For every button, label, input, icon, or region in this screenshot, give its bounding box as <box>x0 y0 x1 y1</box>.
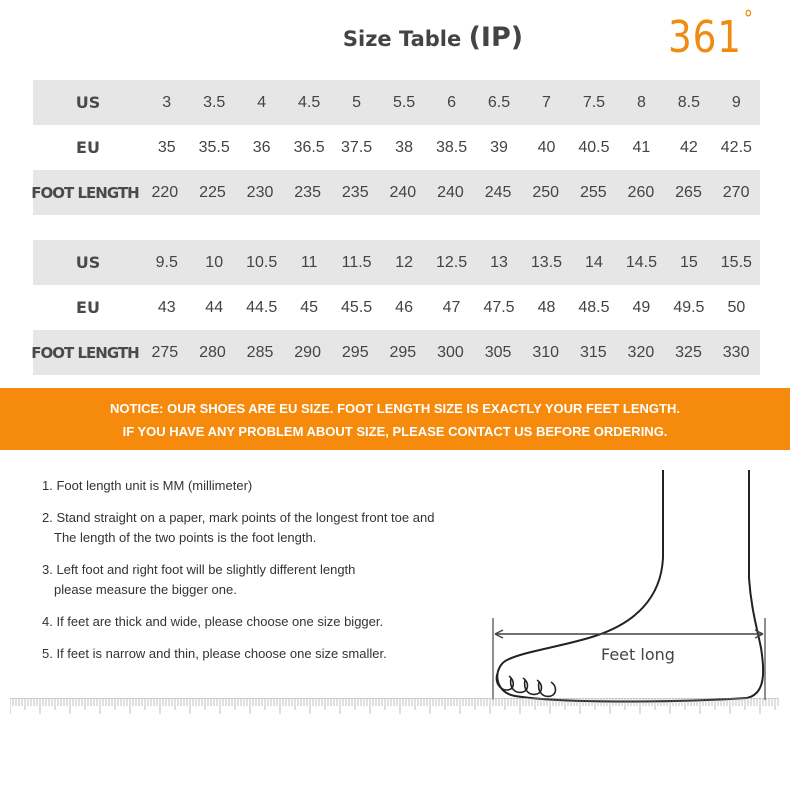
size-cell: 45 <box>300 298 319 316</box>
size-cell: 42.5 <box>720 138 752 156</box>
size-cell: 14.5 <box>625 253 657 271</box>
feet-long-label: Feet long <box>601 645 675 664</box>
size-cell: 48.5 <box>578 298 610 316</box>
size-cell: 43 <box>157 298 176 316</box>
size-cell: 6.5 <box>487 93 511 111</box>
size-cell: 42 <box>679 138 698 156</box>
instruction-item <box>42 644 482 664</box>
size-cell: 50 <box>727 298 746 316</box>
size-cell: 280 <box>199 343 226 361</box>
size-cell: 7 <box>542 93 551 111</box>
foot-length-row <box>33 330 760 375</box>
size-cell: 5 <box>352 93 362 111</box>
size-cell: 41 <box>632 138 651 156</box>
size-cell: 49.5 <box>673 298 705 316</box>
size-cell: 245 <box>484 183 512 201</box>
size-cell: 255 <box>579 183 607 201</box>
size-cell: 11.5 <box>341 253 372 271</box>
size-cell: 315 <box>579 343 607 361</box>
size-cell: 225 <box>199 183 226 201</box>
size-cell: 35 <box>157 138 176 156</box>
logo-degree: ° <box>743 7 754 33</box>
eu-row <box>33 125 760 170</box>
size-cell: 230 <box>246 183 274 201</box>
size-cell: 295 <box>341 343 369 361</box>
size-cell: 7.5 <box>582 93 606 111</box>
notice-line-2: IF YOU HAVE ANY PROBLEM ABOUT SIZE, PLEASE CONTACT US BEFORE ORDERING. <box>122 424 668 439</box>
size-cell: 40.5 <box>578 138 610 156</box>
size-cell: 44 <box>205 298 224 316</box>
instruction-line: 5. If feet is narrow and thin, please choose one size smaller. <box>42 646 387 661</box>
size-cell: 12 <box>395 253 413 271</box>
instruction-line: 4. If feet are thick and wide, please choose one size bigger. <box>42 614 384 629</box>
size-cell: 46 <box>395 298 413 316</box>
logo-text: 361 <box>668 12 742 63</box>
instruction-line: 1. Foot length unit is MM (millimeter) <box>42 478 253 493</box>
us-label: US <box>75 93 101 112</box>
size-cell: 250 <box>532 183 560 201</box>
eu-row <box>33 285 760 330</box>
size-cell: 11 <box>300 253 318 271</box>
ruler-icon <box>10 698 780 716</box>
size-cell: 9.5 <box>155 253 178 271</box>
size-cell: 39 <box>490 138 508 156</box>
size-cell: 220 <box>151 183 179 201</box>
size-cell: 15 <box>679 253 698 271</box>
size-cell: 235 <box>294 183 321 201</box>
size-cell: 240 <box>437 183 464 201</box>
size-cell: 235 <box>341 183 369 201</box>
notice-banner <box>0 388 790 450</box>
instruction-continuation: The length of the two points is the foot length. <box>54 530 317 545</box>
size-cell: 38 <box>395 138 413 156</box>
foot-diagram-icon <box>485 468 785 708</box>
instruction-item <box>42 560 482 600</box>
size-cell: 9 <box>731 93 741 111</box>
instruction-item <box>42 508 482 548</box>
size-cell: 300 <box>437 343 464 361</box>
title-main: Size Table <box>342 27 462 51</box>
size-cell: 240 <box>389 183 417 201</box>
instruction-item <box>42 476 482 496</box>
size-cell: 10 <box>205 253 224 271</box>
size-cell: 320 <box>627 343 655 361</box>
size-cell: 35.5 <box>198 138 230 156</box>
us-label: US <box>75 253 101 272</box>
instruction-line: 2. Stand straight on a paper, mark points of the longest front toe and <box>42 510 435 525</box>
size-cell: 325 <box>675 343 702 361</box>
size-cell: 47.5 <box>483 298 515 316</box>
size-cell: 15.5 <box>720 253 752 271</box>
notice-line-1: NOTICE: OUR SHOES ARE EU SIZE. FOOT LENGTH SIZE IS EXACTLY YOUR FEET LENGTH. <box>110 401 680 416</box>
size-cell: 45.5 <box>341 298 373 316</box>
size-cell: 275 <box>151 343 179 361</box>
size-cell: 305 <box>484 343 512 361</box>
size-cell: 13.5 <box>530 253 563 271</box>
size-cell: 295 <box>389 343 417 361</box>
foot-length-label: FOOT LENGTH <box>31 343 139 362</box>
title-suffix: (IP) <box>468 22 524 53</box>
instruction-item <box>42 612 482 632</box>
size-cell: 270 <box>722 183 750 201</box>
size-cell: 290 <box>294 343 321 361</box>
size-table-1 <box>33 80 760 215</box>
size-cell: 10.5 <box>246 253 278 271</box>
eu-label: EU <box>76 138 100 157</box>
size-cell: 14 <box>585 253 603 271</box>
size-cell: 5.5 <box>392 93 416 111</box>
size-cell: 12.5 <box>435 253 468 271</box>
size-cell: 285 <box>246 343 274 361</box>
instructions-list <box>42 476 482 676</box>
size-cell: 6 <box>447 93 456 111</box>
size-cell: 310 <box>532 343 560 361</box>
foot-length-label: FOOT LENGTH <box>31 183 139 202</box>
size-table-2 <box>33 240 760 375</box>
size-cell: 4 <box>257 93 267 111</box>
size-cell: 260 <box>627 183 655 201</box>
size-cell: 4.5 <box>298 93 321 111</box>
size-cell: 44.5 <box>246 298 278 316</box>
brand-logo <box>668 7 754 63</box>
size-cell: 8 <box>636 93 646 111</box>
size-cell: 8.5 <box>677 93 701 111</box>
foot-length-row <box>33 170 760 215</box>
size-cell: 36.5 <box>293 138 325 156</box>
us-row <box>33 80 760 125</box>
size-cell: 265 <box>675 183 702 201</box>
size-cell: 37.5 <box>341 138 373 156</box>
size-cell: 38.5 <box>435 138 468 156</box>
instruction-continuation: please measure the bigger one. <box>54 582 237 597</box>
size-cell: 3 <box>162 93 172 111</box>
size-cell: 36 <box>252 138 271 156</box>
us-row <box>33 240 760 285</box>
size-cell: 3.5 <box>203 93 226 111</box>
instruction-line: 3. Left foot and right foot will be slightly different length <box>42 562 356 577</box>
eu-label: EU <box>76 298 100 317</box>
size-cell: 40 <box>537 138 556 156</box>
size-cell: 330 <box>722 343 750 361</box>
size-cell: 49 <box>632 298 651 316</box>
size-cell: 13 <box>490 253 508 271</box>
size-cell: 47 <box>442 298 461 316</box>
size-cell: 48 <box>537 298 556 316</box>
